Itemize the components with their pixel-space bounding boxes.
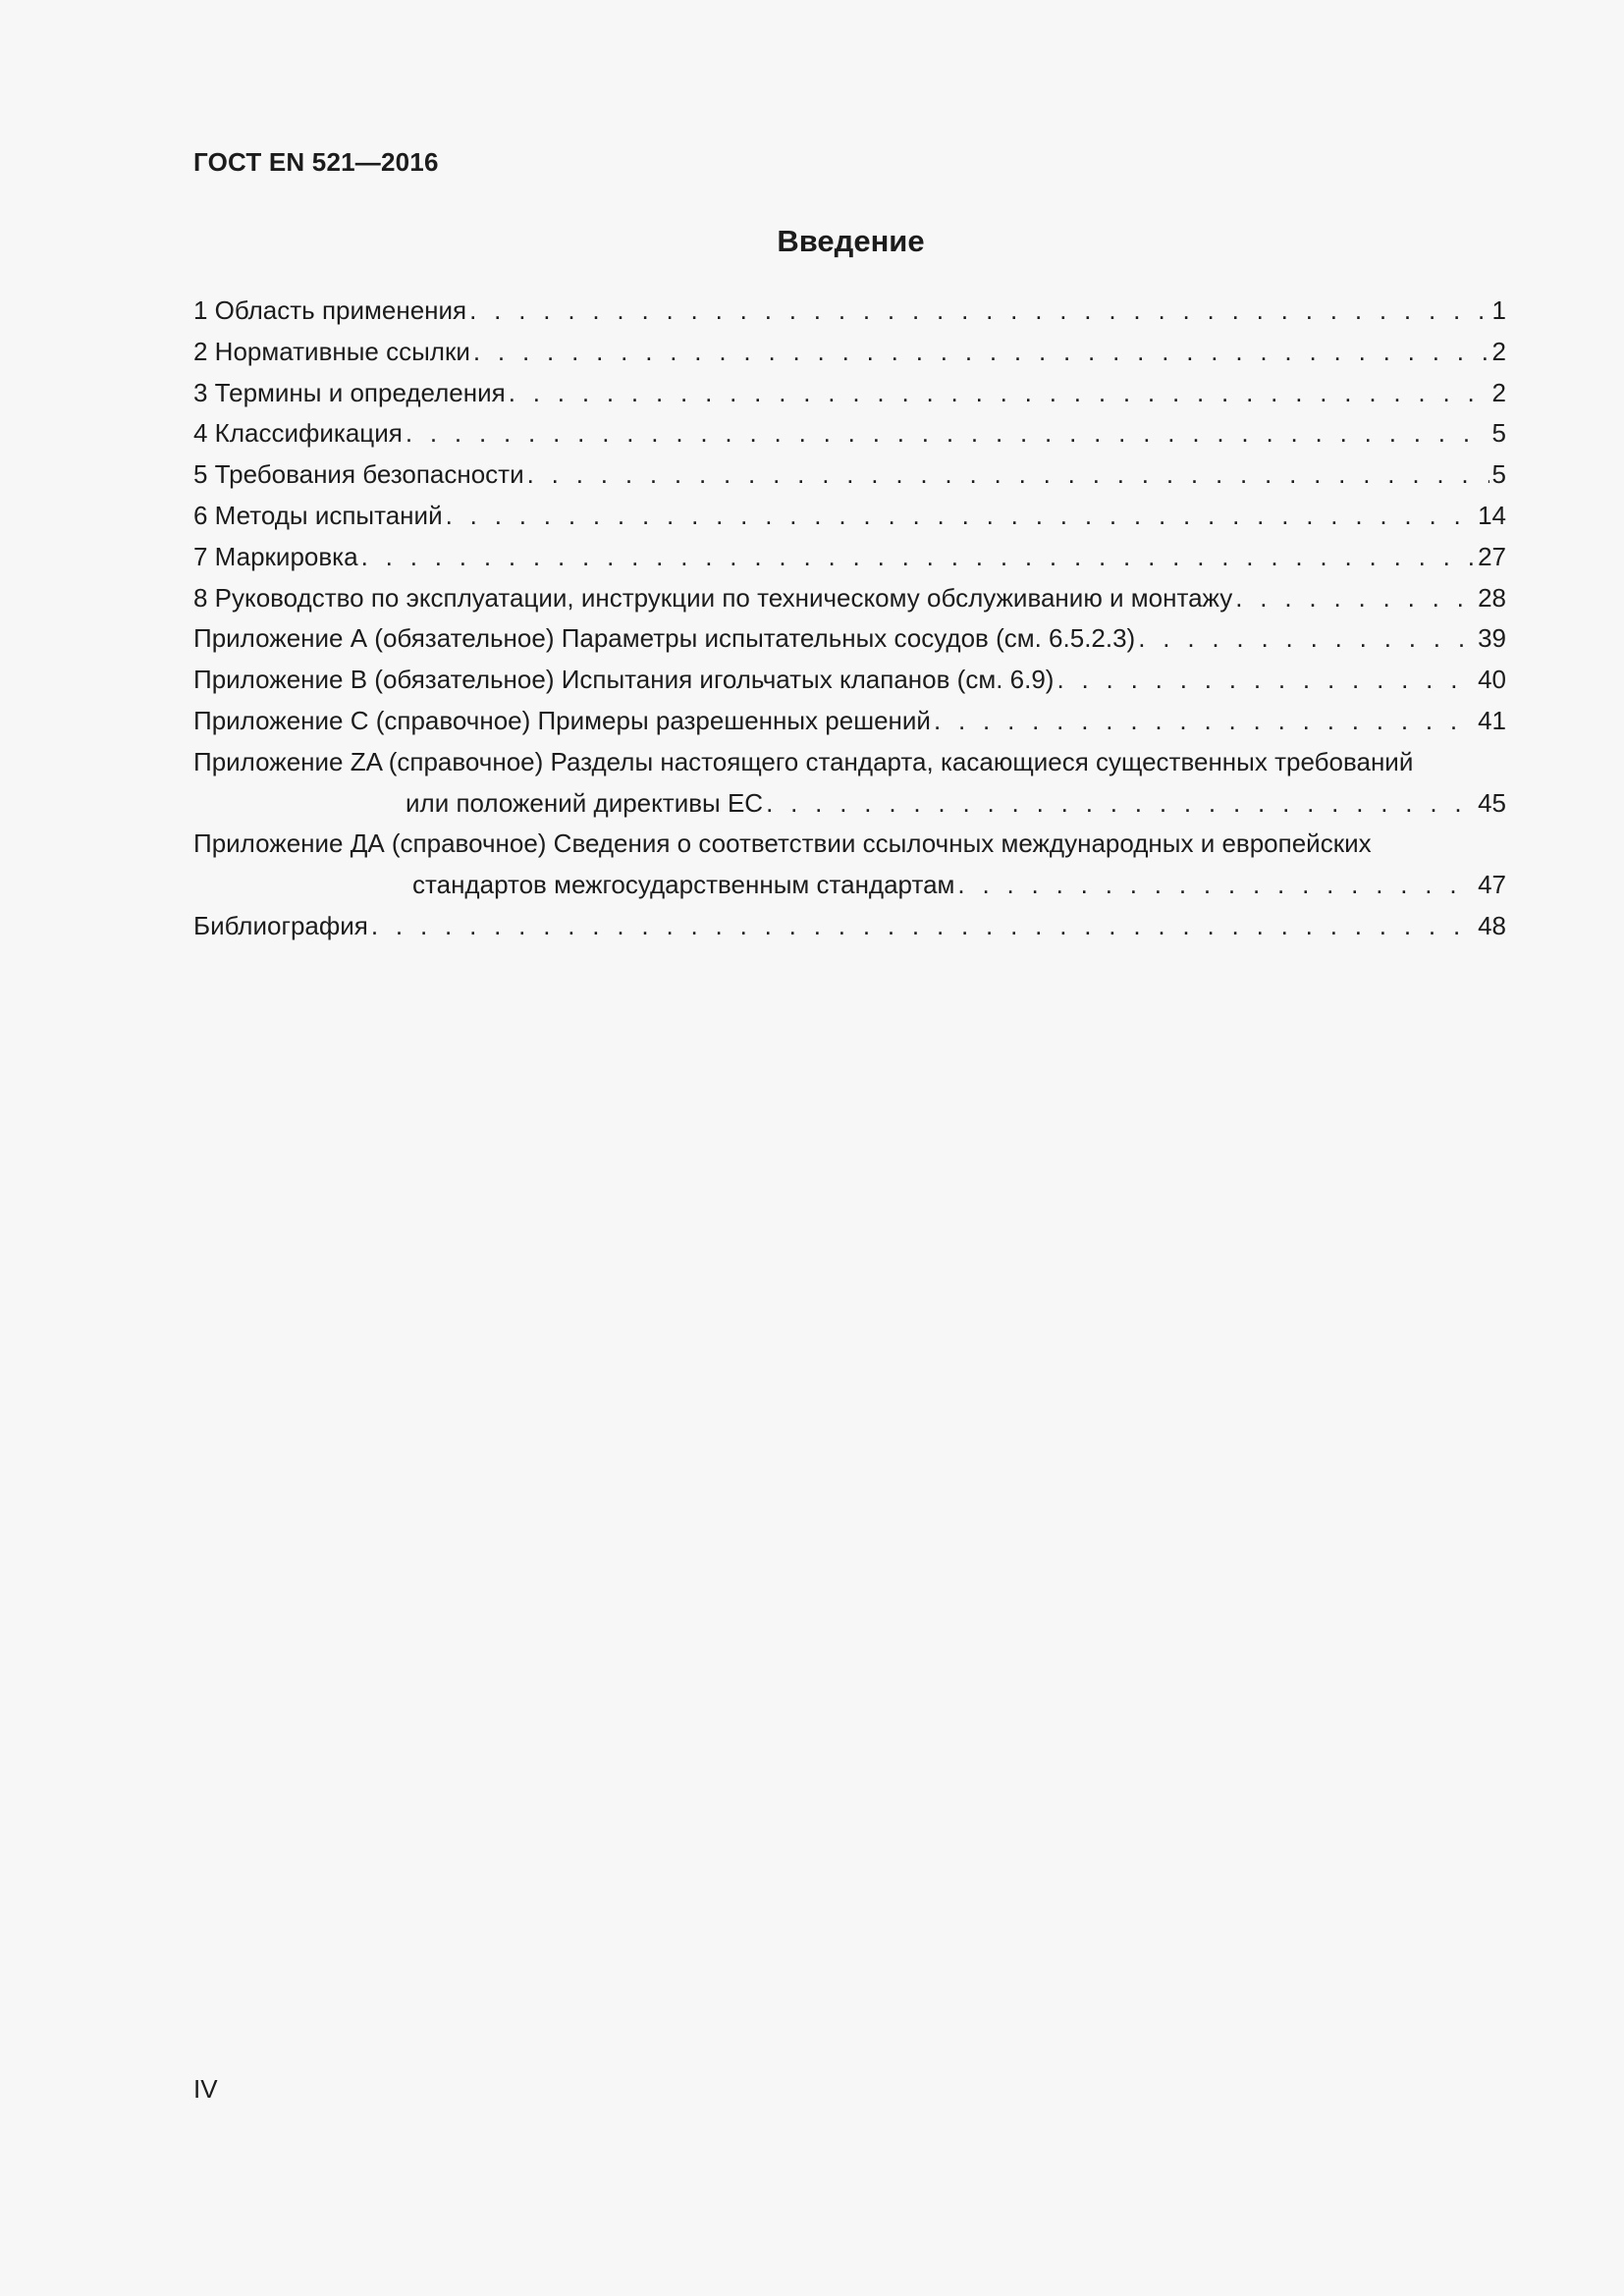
toc-leader-dots — [469, 291, 1489, 332]
toc-entry-page: 39 — [1478, 623, 1506, 654]
toc-entry-page: 14 — [1478, 500, 1506, 530]
toc-entry-page: 40 — [1478, 665, 1506, 695]
toc-leader-dots — [371, 906, 1475, 947]
toc-entry-bibliography[interactable] — [193, 906, 1506, 947]
toc-entry-title: 6 Методы испытаний — [193, 500, 443, 530]
toc-entry-title: Приложение В (обязательное) Испытания игольчатых клапанов (см. 6.9) — [193, 665, 1055, 695]
toc-leader-dots — [473, 332, 1489, 373]
toc-entry-annex-da[interactable] — [193, 824, 1506, 865]
toc-leader-dots — [527, 454, 1489, 496]
toc-entry-safety-requirements[interactable] — [193, 454, 1506, 496]
toc-leader-dots — [957, 865, 1475, 906]
toc-entry-title-continuation: стандартов межгосударственным стандартам — [412, 870, 955, 900]
toc-leader-dots — [766, 783, 1475, 825]
toc-leader-dots — [1235, 578, 1475, 619]
toc-leader-dots — [934, 701, 1475, 742]
toc-entry-test-methods[interactable] — [193, 496, 1506, 537]
table-of-contents — [193, 291, 1506, 947]
toc-entry-title: 1 Область применения — [193, 295, 467, 325]
toc-entry-page: 2 — [1491, 377, 1506, 407]
toc-entry-classification[interactable] — [193, 413, 1506, 454]
toc-entry-annex-za-continuation[interactable] — [193, 783, 1506, 825]
toc-entry-title: Приложение С (справочное) Примеры разрешенных решений — [193, 705, 931, 735]
toc-entry-page: 47 — [1478, 870, 1506, 900]
toc-leader-dots — [406, 413, 1489, 454]
toc-entry-annex-da-continuation[interactable] — [193, 865, 1506, 906]
toc-entry-title: Приложение А (обязательное) Параметры испытательных сосудов (см. 6.5.2.3) — [193, 623, 1136, 654]
toc-entry-page: 41 — [1478, 705, 1506, 735]
toc-entry-title: 3 Термины и определения — [193, 377, 506, 407]
toc-entry-page: 2 — [1491, 336, 1506, 366]
toc-entry-terms[interactable] — [193, 373, 1506, 414]
toc-entry-annex-c[interactable] — [193, 701, 1506, 742]
toc-entry-title: 8 Руководство по эксплуатации, инструкции по техническому обслуживанию и монтажу — [193, 582, 1233, 613]
toc-entry-title: 7 Маркировка — [193, 541, 358, 571]
toc-leader-dots — [361, 537, 1475, 578]
toc-leader-dots — [446, 496, 1475, 537]
toc-entry-page: 28 — [1478, 582, 1506, 613]
page-number: IV — [193, 2074, 218, 2104]
document-code: ГОСТ EN 521—2016 — [193, 147, 439, 177]
toc-entry-page: 1 — [1491, 295, 1506, 325]
toc-entry-manual[interactable] — [193, 578, 1506, 619]
toc-entry-title: 2 Нормативные ссылки — [193, 336, 470, 366]
toc-entry-annex-a[interactable] — [193, 618, 1506, 660]
toc-entry-title: Приложение ДА (справочное) Сведения о соответствии ссылочных международных и европейских — [193, 828, 1372, 859]
toc-entry-scope[interactable] — [193, 291, 1506, 332]
toc-entry-normative-references[interactable] — [193, 332, 1506, 373]
toc-entry-marking[interactable] — [193, 537, 1506, 578]
toc-entry-annex-za[interactable] — [193, 742, 1506, 783]
toc-entry-title: Библиография — [193, 910, 368, 940]
toc-entry-title: 5 Требования безопасности — [193, 459, 524, 490]
toc-entry-title: 4 Классификация — [193, 418, 403, 449]
toc-leader-dots — [1056, 660, 1475, 701]
toc-entry-page: 27 — [1478, 541, 1506, 571]
toc-entry-page: 5 — [1491, 418, 1506, 449]
toc-entry-annex-b[interactable] — [193, 660, 1506, 701]
toc-entry-page: 5 — [1491, 459, 1506, 490]
toc-entry-page: 45 — [1478, 787, 1506, 818]
toc-leader-dots — [1138, 618, 1475, 660]
page-title: Введение — [777, 224, 925, 258]
toc-leader-dots — [509, 373, 1489, 414]
toc-entry-page: 48 — [1478, 910, 1506, 940]
toc-entry-title: Приложение ZA (справочное) Разделы настоящего стандарта, касающиеся существенных требований — [193, 746, 1414, 776]
toc-entry-title-continuation: или положений директивы ЕС — [406, 787, 764, 818]
